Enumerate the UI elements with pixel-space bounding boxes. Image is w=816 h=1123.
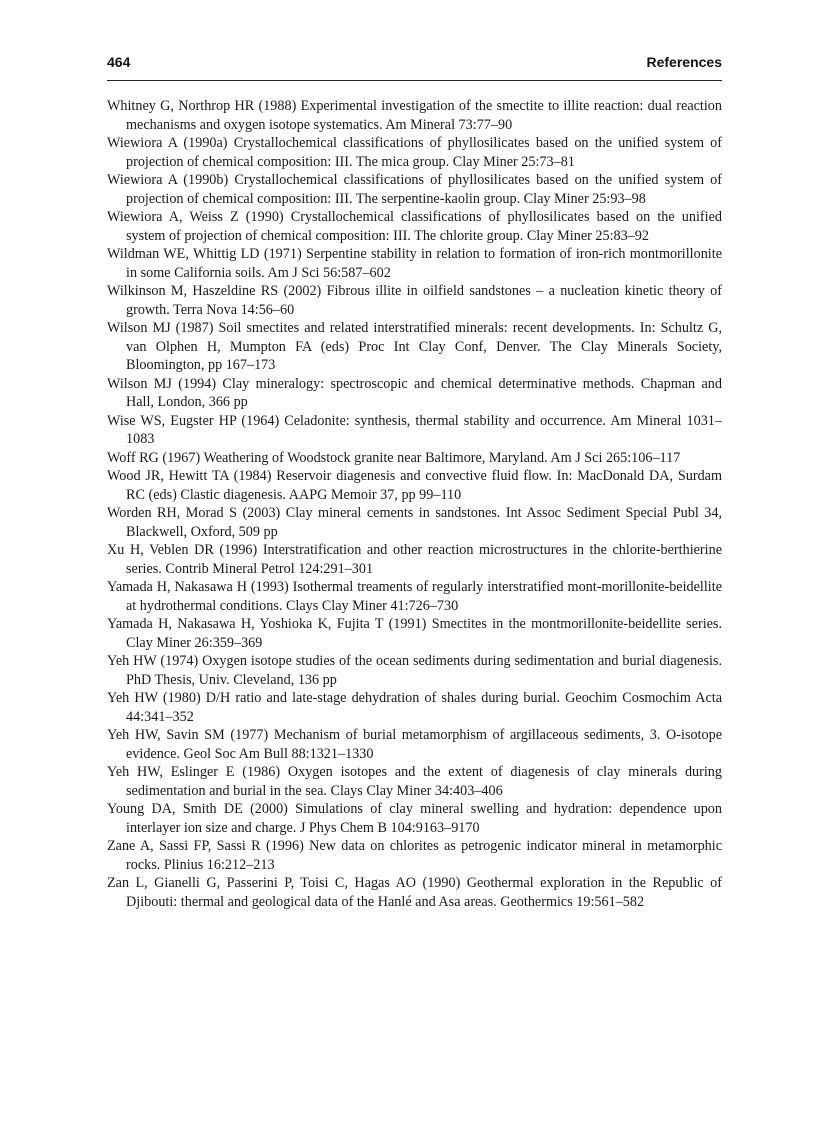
reference-entry: Yeh HW (1980) D/H ratio and late-stage dehydration of shales during burial. Geochim Cosmochim Acta 44:341–352	[107, 690, 722, 725]
reference-entry: Wildman WE, Whittig LD (1971) Serpentine stability in relation to formation of iron-rich montmorillonite in some California soils. Am J Sci 56:587–602	[107, 246, 722, 281]
reference-entry: Wiewiora A (1990b) Crystallochemical classifications of phyllosilicates based on the unified system of projection of chemical composition: III. The serpentine-kaolin group. Clay Miner 25:93–98	[107, 172, 722, 207]
reference-entry: Wise WS, Eugster HP (1964) Celadonite: synthesis, thermal stability and occurrence. Am Mineral 1031–1083	[107, 412, 722, 447]
reference-entry: Wiewiora A (1990a) Crystallochemical classifications of phyllosilicates based on the unified system of projection of chemical composition: III. The mica group. Clay Miner 25:73–81	[107, 135, 722, 170]
reference-entry: Whitney G, Northrop HR (1988) Experimental investigation of the smectite to illite reaction: dual reaction mechanisms and oxygen isotope systematics. Am Mineral 73:77–90	[107, 98, 722, 133]
reference-entry: Yamada H, Nakasawa H (1993) Isothermal treaments of regularly interstratified mont-morillonite-beidellite at hydrothermal conditions. Clays Clay Miner 41:726–730	[107, 579, 722, 614]
running-header	[107, 54, 722, 81]
reference-entry: Woff RG (1967) Weathering of Woodstock granite near Baltimore, Maryland. Am J Sci 265:106–117	[107, 449, 681, 466]
reference-entry: Wilson MJ (1987) Soil smectites and related interstratified minerals: recent developments. In: Schultz G, van Olphen H, Mumpton FA (eds) Proc Int Clay Conf, Denver. The Clay Minerals Society, Bloomington, pp 167–173	[107, 320, 722, 373]
reference-entry: Zane A, Sassi FP, Sassi R (1996) New data on chlorites as petrogenic indicator mineral in metamorphic rocks. Plinius 16:212–213	[107, 838, 722, 873]
reference-entry: Xu H, Veblen DR (1996) Interstratification and other reaction microstructures in the chlorite-berthierine series. Contrib Mineral Petrol 124:291–301	[107, 542, 722, 577]
reference-entry: Yamada H, Nakasawa H, Yoshioka K, Fujita T (1991) Smectites in the montmorillonite-beidellite series. Clay Miner 26:359–369	[107, 616, 722, 651]
section-title: References	[646, 54, 722, 70]
reference-entry: Zan L, Gianelli G, Passerini P, Toisi C, Hagas AO (1990) Geothermal exploration in the Republic of Djibouti: thermal and geological data of the Hanlé and Asa areas. Geothermics 19:561–582	[107, 875, 722, 910]
page-number: 464	[107, 54, 131, 70]
page	[107, 54, 722, 911]
reference-entry: Yeh HW (1974) Oxygen isotope studies of the ocean sediments during sedimentation and burial diagenesis. PhD Thesis, Univ. Cleveland, 136 pp	[107, 653, 722, 688]
reference-entry: Yeh HW, Savin SM (1977) Mechanism of burial metamorphism of argillaceous sediments, 3. O-isotope evidence. Geol Soc Am Bull 88:1321–1330	[107, 727, 722, 762]
reference-entry: Wood JR, Hewitt TA (1984) Reservoir diagenesis and convective fluid flow. In: MacDonald DA, Surdam RC (eds) Clastic diagenesis. AAPG Memoir 37, pp 99–110	[107, 468, 722, 503]
reference-entry: Yeh HW, Eslinger E (1986) Oxygen isotopes and the extent of diagenesis of clay minerals during sedimentation and burial in the sea. Clays Clay Miner 34:403–406	[107, 764, 722, 799]
reference-entry: Worden RH, Morad S (2003) Clay mineral cements in sandstones. Int Assoc Sediment Special Publ 34, Blackwell, Oxford, 509 pp	[107, 505, 722, 540]
reference-entry: Wiewiora A, Weiss Z (1990) Crystallochemical classifications of phyllosilicates based on the unified system of projection of chemical composition: III. The chlorite group. Clay Miner 25:83–92	[107, 209, 722, 244]
reference-entry: Wilkinson M, Haszeldine RS (2002) Fibrous illite in oilfield sandstones – a nucleation kinetic theory of growth. Terra Nova 14:56–60	[107, 283, 722, 318]
reference-list	[107, 97, 722, 911]
reference-entry: Wilson MJ (1994) Clay mineralogy: spectroscopic and chemical determinative methods. Chapman and Hall, London, 366 pp	[107, 375, 722, 410]
reference-entry: Young DA, Smith DE (2000) Simulations of clay mineral swelling and hydration: dependence upon interlayer ion size and charge. J Phys Chem B 104:9163–9170	[107, 801, 722, 836]
